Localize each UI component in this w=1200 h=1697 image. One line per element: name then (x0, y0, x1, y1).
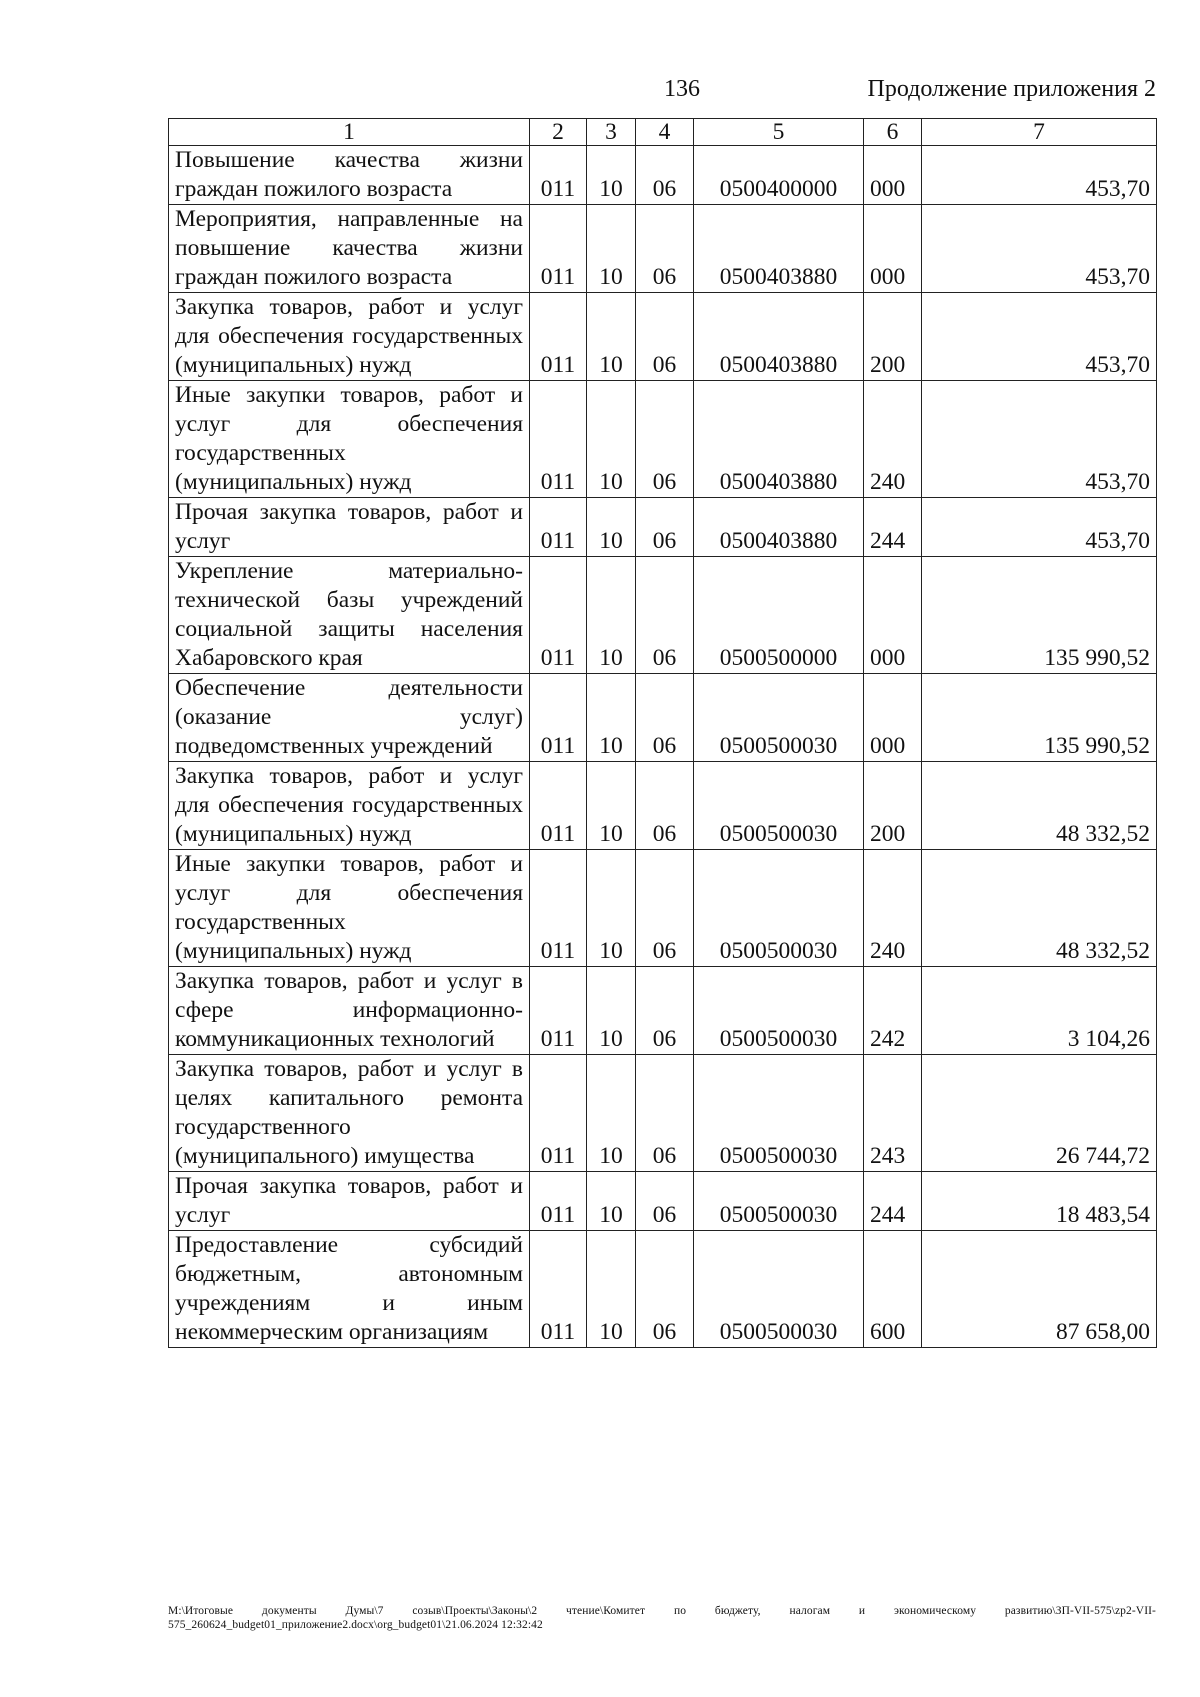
table-row (169, 674, 1157, 762)
item-name-cell: Мероприятия, направленные на повышение качества жизни граждан пожилого возраста (169, 205, 530, 293)
expense-type-cell: 000 (864, 557, 922, 674)
expense-type-cell: 000 (864, 674, 922, 762)
amount-cell: 453,70 (922, 146, 1157, 205)
expense-type-cell: 600 (864, 1231, 922, 1348)
amount-cell: 135 990,52 (922, 557, 1157, 674)
target-article-cell: 0500403880 (694, 205, 864, 293)
section-code-cell: 10 (587, 146, 636, 205)
subsection-code-cell: 06 (636, 1231, 694, 1348)
ministry-code-cell: 011 (530, 557, 587, 674)
section-code-cell: 10 (587, 381, 636, 498)
ministry-code-cell: 011 (530, 967, 587, 1055)
section-code-cell: 10 (587, 850, 636, 967)
item-name-cell: Иные закупки товаров, работ и услуг для обеспечения государственных (муниципальных) нужд (169, 850, 530, 967)
amount-cell: 453,70 (922, 205, 1157, 293)
ministry-code-cell: 011 (530, 1172, 587, 1231)
amount-cell: 48 332,52 (922, 850, 1157, 967)
item-name-cell: Закупка товаров, работ и услуг для обеспечения государственных (муниципальных) нужд (169, 762, 530, 850)
section-code-cell: 10 (587, 498, 636, 557)
amount-cell: 3 104,26 (922, 967, 1157, 1055)
subsection-code-cell: 06 (636, 850, 694, 967)
item-name-cell: Предоставление субсидий бюджетным, автономным учреждениям и иным некоммерческим организациям (169, 1231, 530, 1348)
column-number: 4 (636, 119, 694, 146)
subsection-code-cell: 06 (636, 293, 694, 381)
ministry-code-cell: 011 (530, 381, 587, 498)
subsection-code-cell: 06 (636, 381, 694, 498)
table-row (169, 146, 1157, 205)
expense-type-cell: 244 (864, 498, 922, 557)
item-name-cell: Закупка товаров, работ и услуг в сфере информационно-коммуникационных технологий (169, 967, 530, 1055)
expense-type-cell: 200 (864, 762, 922, 850)
ministry-code-cell: 011 (530, 1231, 587, 1348)
column-number-row (169, 119, 1157, 146)
column-number: 7 (922, 119, 1157, 146)
appendix-continuation-label: Продолжение приложения 2 (867, 76, 1156, 102)
ministry-code-cell: 011 (530, 293, 587, 381)
target-article-cell: 0500500030 (694, 1231, 864, 1348)
target-article-cell: 0500500030 (694, 762, 864, 850)
column-number: 6 (864, 119, 922, 146)
ministry-code-cell: 011 (530, 1055, 587, 1172)
target-article-cell: 0500500000 (694, 557, 864, 674)
column-number: 3 (587, 119, 636, 146)
section-code-cell: 10 (587, 557, 636, 674)
ministry-code-cell: 011 (530, 498, 587, 557)
section-code-cell: 10 (587, 205, 636, 293)
table-row (169, 1055, 1157, 1172)
section-code-cell: 10 (587, 293, 636, 381)
amount-cell: 453,70 (922, 293, 1157, 381)
item-name-cell: Прочая закупка товаров, работ и услуг (169, 498, 530, 557)
target-article-cell: 0500403880 (694, 381, 864, 498)
table-row (169, 381, 1157, 498)
subsection-code-cell: 06 (636, 1055, 694, 1172)
section-code-cell: 10 (587, 1172, 636, 1231)
column-number: 1 (169, 119, 530, 146)
target-article-cell: 0500403880 (694, 498, 864, 557)
ministry-code-cell: 011 (530, 762, 587, 850)
item-name-cell: Закупка товаров, работ и услуг в целях капитального ремонта государственного (муниципального) имущества (169, 1055, 530, 1172)
table-row (169, 498, 1157, 557)
column-number: 5 (694, 119, 864, 146)
expense-type-cell: 000 (864, 146, 922, 205)
table-row (169, 1172, 1157, 1231)
section-code-cell: 10 (587, 762, 636, 850)
expense-type-cell: 243 (864, 1055, 922, 1172)
amount-cell: 18 483,54 (922, 1172, 1157, 1231)
section-code-cell: 10 (587, 674, 636, 762)
amount-cell: 453,70 (922, 498, 1157, 557)
amount-cell: 26 744,72 (922, 1055, 1157, 1172)
expense-type-cell: 240 (864, 850, 922, 967)
target-article-cell: 0500403880 (694, 293, 864, 381)
item-name-cell: Закупка товаров, работ и услуг для обеспечения государственных (муниципальных) нужд (169, 293, 530, 381)
item-name-cell: Повышение качества жизни граждан пожилого возраста (169, 146, 530, 205)
column-number: 2 (530, 119, 587, 146)
expense-type-cell: 244 (864, 1172, 922, 1231)
ministry-code-cell: 011 (530, 850, 587, 967)
target-article-cell: 0500500030 (694, 674, 864, 762)
subsection-code-cell: 06 (636, 762, 694, 850)
target-article-cell: 0500500030 (694, 967, 864, 1055)
table-row (169, 557, 1157, 674)
target-article-cell: 0500400000 (694, 146, 864, 205)
amount-cell: 87 658,00 (922, 1231, 1157, 1348)
table-row (169, 762, 1157, 850)
subsection-code-cell: 06 (636, 498, 694, 557)
section-code-cell: 10 (587, 967, 636, 1055)
table-row (169, 205, 1157, 293)
target-article-cell: 0500500030 (694, 850, 864, 967)
item-name-cell: Иные закупки товаров, работ и услуг для обеспечения государственных (муниципальных) нужд (169, 381, 530, 498)
subsection-code-cell: 06 (636, 205, 694, 293)
ministry-code-cell: 011 (530, 205, 587, 293)
expense-type-cell: 240 (864, 381, 922, 498)
expense-type-cell: 242 (864, 967, 922, 1055)
item-name-cell: Укрепление материально-технической базы учреждений социальной защиты населения Хабаровского края (169, 557, 530, 674)
item-name-cell: Прочая закупка товаров, работ и услуг (169, 1172, 530, 1231)
amount-cell: 48 332,52 (922, 762, 1157, 850)
section-code-cell: 10 (587, 1055, 636, 1172)
expense-type-cell: 000 (864, 205, 922, 293)
table-row (169, 293, 1157, 381)
target-article-cell: 0500500030 (694, 1055, 864, 1172)
subsection-code-cell: 06 (636, 967, 694, 1055)
table-row (169, 850, 1157, 967)
amount-cell: 453,70 (922, 381, 1157, 498)
section-code-cell: 10 (587, 1231, 636, 1348)
table-row (169, 967, 1157, 1055)
budget-table (168, 118, 1157, 1348)
ministry-code-cell: 011 (530, 146, 587, 205)
ministry-code-cell: 011 (530, 674, 587, 762)
subsection-code-cell: 06 (636, 1172, 694, 1231)
item-name-cell: Обеспечение деятельности (оказание услуг) подведомственных учреждений (169, 674, 530, 762)
page-number: 136 (664, 76, 700, 102)
subsection-code-cell: 06 (636, 146, 694, 205)
subsection-code-cell: 06 (636, 557, 694, 674)
expense-type-cell: 200 (864, 293, 922, 381)
target-article-cell: 0500500030 (694, 1172, 864, 1231)
subsection-code-cell: 06 (636, 674, 694, 762)
table-row (169, 1231, 1157, 1348)
document-file-path: M:\Итоговые документы Думы\7 созыв\Проекты\Законы\2 чтение\Комитет по бюджету, налогам и экономическому развитию\ЗП-VII-575\zp2-VII-575_260624_budget01_приложение2.docx\org_budget01\21.06.2024 12:32:42 (168, 1605, 1156, 1631)
amount-cell: 135 990,52 (922, 674, 1157, 762)
